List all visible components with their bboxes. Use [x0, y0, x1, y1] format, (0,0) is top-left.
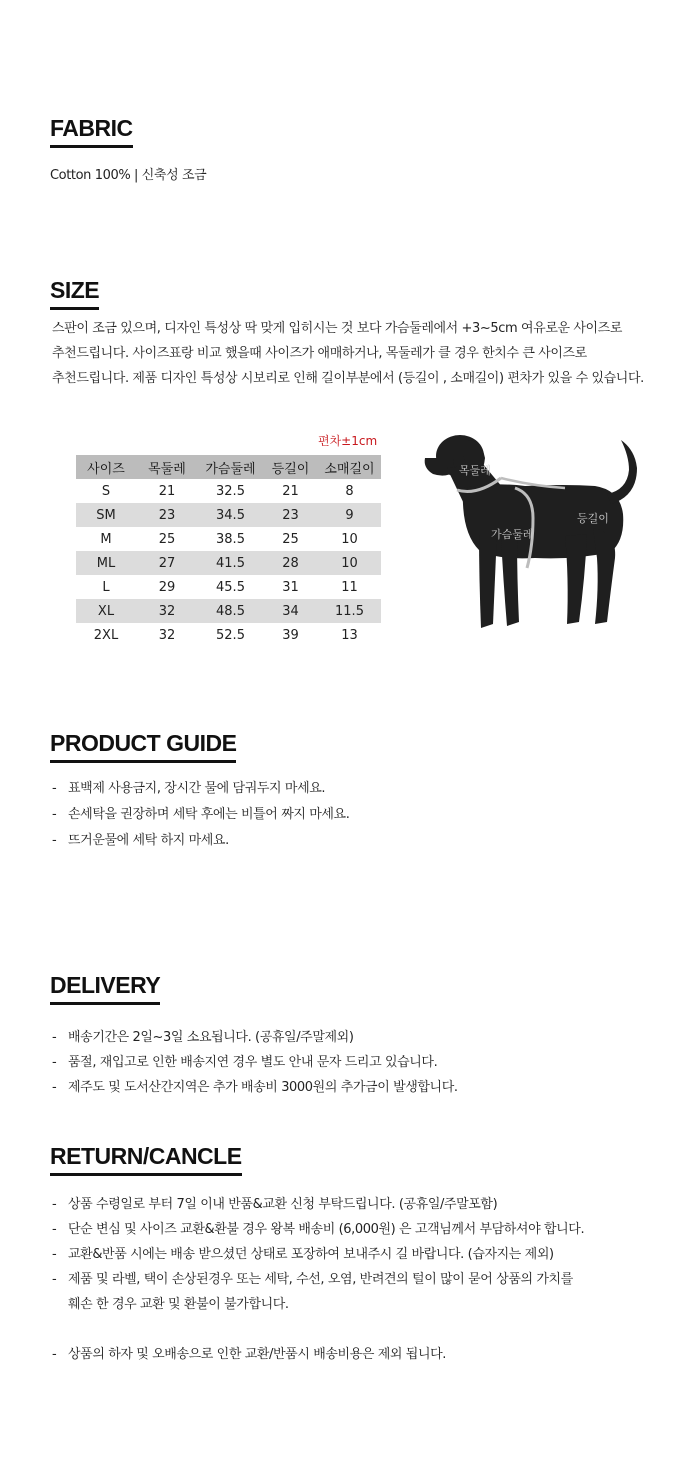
table-cell: SM [76, 503, 136, 527]
table-cell: ML [76, 551, 136, 575]
fabric-text: Cotton 100% | 신축성 조금 [50, 168, 207, 183]
bullet-dash: - [52, 1080, 57, 1095]
return-item-2: 단순 변심 및 사이즈 교환&환불 경우 왕복 배송비 (6,000원) 은 고객님께서 부담하셔야 합니다. [68, 1222, 585, 1237]
table-row [76, 623, 381, 647]
dog-measurement-diagram [415, 428, 655, 634]
table-cell: 13 [341, 627, 358, 643]
table-cell: 52.5 [216, 627, 245, 643]
list-item [52, 1196, 497, 1214]
header-back: 등길이 [263, 455, 318, 479]
table-cell: 41.5 [198, 551, 263, 575]
delivery-item-1: 배송기간은 2일~3일 소요됩니다. (공휴일/주말제외) [68, 1030, 354, 1045]
table-row [76, 527, 381, 551]
delivery-item-2: 품절, 재입고로 인한 배송지연 경우 별도 안내 문자 드리고 있습니다. [68, 1055, 438, 1070]
table-cell: 9 [318, 503, 381, 527]
bullet-dash: - [52, 1197, 57, 1212]
guide-item-3: 뜨거운물에 세탁 하지 마세요. [68, 833, 229, 848]
table-cell: 27 [136, 551, 198, 575]
list-item [52, 832, 229, 850]
delivery-heading: DELIVERY [50, 972, 160, 1005]
dog-label-neck: 목둘레 [459, 464, 491, 477]
table-cell: 21 [282, 483, 299, 499]
return-last-note: 상품의 하자 및 오배송으로 인한 교환/반품시 배송비용은 제외 됩니다. [68, 1347, 446, 1362]
table-row [76, 479, 381, 503]
table-cell: 32 [158, 627, 176, 643]
table-cell: 10 [318, 551, 381, 575]
list-item [52, 1346, 446, 1364]
list-item [52, 1271, 573, 1289]
list-item [52, 806, 349, 824]
table-cell: M [100, 531, 112, 547]
table-row [76, 503, 381, 527]
delivery-item-3: 제주도 및 도서산간지역은 추가 배송비 3000원의 추가금이 발생합니다. [68, 1080, 458, 1095]
table-cell: 11.5 [318, 599, 381, 623]
size-table [76, 455, 381, 647]
bullet-dash: - [52, 1347, 57, 1362]
list-item [52, 1246, 554, 1264]
dog-label-chest: 가슴둘레 [491, 528, 534, 541]
list-item [52, 1029, 354, 1047]
return-item-3: 교환&반품 시에는 배송 받으셨던 상태로 포장하여 보내주시 길 바랍니다. (습자지는 제외) [68, 1247, 554, 1262]
size-table-header [76, 455, 381, 479]
table-cell: 45.5 [216, 579, 245, 595]
bullet-dash: - [52, 1247, 57, 1262]
bullet-dash: - [52, 807, 57, 822]
size-heading: SIZE [50, 277, 99, 310]
bullet-dash: - [52, 1030, 57, 1045]
table-row [76, 551, 381, 575]
return-item-4-continued: 훼손 한 경우 교환 및 환불이 불가합니다. [68, 1297, 289, 1312]
table-cell: 25 [158, 531, 176, 547]
table-cell: 38.5 [216, 531, 245, 547]
table-cell: 23 [263, 503, 318, 527]
dog-label-back: 등길이 [577, 512, 609, 525]
product-guide-heading: PRODUCT GUIDE [50, 730, 236, 763]
fabric-heading: FABRIC [50, 115, 133, 148]
table-cell: L [102, 579, 110, 595]
size-desc-line-3: 추천드립니다. 제품 디자인 특성상 시보리로 인해 길이부분에서 (등길이 , 소매길이) 편차가 있을 수 있습니다. [52, 371, 644, 386]
bullet-dash: - [52, 781, 57, 796]
table-cell: 23 [136, 503, 198, 527]
return-heading: RETURN/CANCLE [50, 1143, 242, 1176]
size-desc-line-1: 스판이 조금 있으며, 디자인 특성상 딱 맞게 입히시는 것 보다 가슴둘레에서 +3~5cm 여유로운 사이즈로 [52, 321, 622, 336]
return-item-4: 제품 및 라벨, 택이 손상된경우 또는 세탁, 수선, 오염, 반려견의 털이 많이 묻어 상품의 가치를 [68, 1272, 573, 1287]
table-cell: 29 [158, 579, 176, 595]
table-row [76, 575, 381, 599]
tolerance-note: 편차±1cm [318, 434, 378, 448]
header-sleeve: 소매길이 [318, 455, 381, 479]
bullet-dash: - [52, 1055, 57, 1070]
table-cell: 48.5 [198, 599, 263, 623]
table-cell: 32.5 [216, 483, 245, 499]
header-neck: 목둘레 [136, 455, 198, 479]
table-cell: 10 [341, 531, 358, 547]
header-chest: 가슴둘레 [198, 455, 263, 479]
list-item [52, 1079, 458, 1097]
list-item [52, 1054, 437, 1072]
table-cell: 34.5 [198, 503, 263, 527]
return-item-1: 상품 수령일로 부터 7일 이내 반품&교환 신청 부탁드립니다. (공휴일/주말포함) [68, 1197, 498, 1212]
bullet-dash: - [52, 1272, 57, 1287]
table-cell: 32 [136, 599, 198, 623]
table-cell: 2XL [93, 627, 119, 643]
guide-item-2: 손세탁을 권장하며 세탁 후에는 비틀어 짜지 마세요. [68, 807, 350, 822]
table-cell: 11 [341, 579, 358, 595]
table-cell: 34 [263, 599, 318, 623]
table-cell: 21 [158, 483, 176, 499]
table-cell: 25 [282, 531, 299, 547]
guide-item-1: 표백제 사용금지, 장시간 물에 담궈두지 마세요. [68, 781, 326, 796]
table-cell: S [101, 483, 111, 499]
bullet-dash: - [52, 1222, 57, 1237]
table-cell: XL [76, 599, 136, 623]
list-item [52, 1221, 584, 1239]
header-size: 사이즈 [76, 455, 136, 479]
table-cell: 8 [345, 483, 354, 499]
list-item [52, 780, 325, 798]
bullet-dash: - [52, 833, 57, 848]
table-cell: 31 [282, 579, 299, 595]
size-desc-line-2: 추천드립니다. 사이즈표랑 비교 했을때 사이즈가 애매하거나, 목둘레가 클 경우 한치수 큰 사이즈로 [52, 346, 587, 361]
table-cell: 28 [263, 551, 318, 575]
table-cell: 39 [282, 627, 299, 643]
table-row [76, 599, 381, 623]
